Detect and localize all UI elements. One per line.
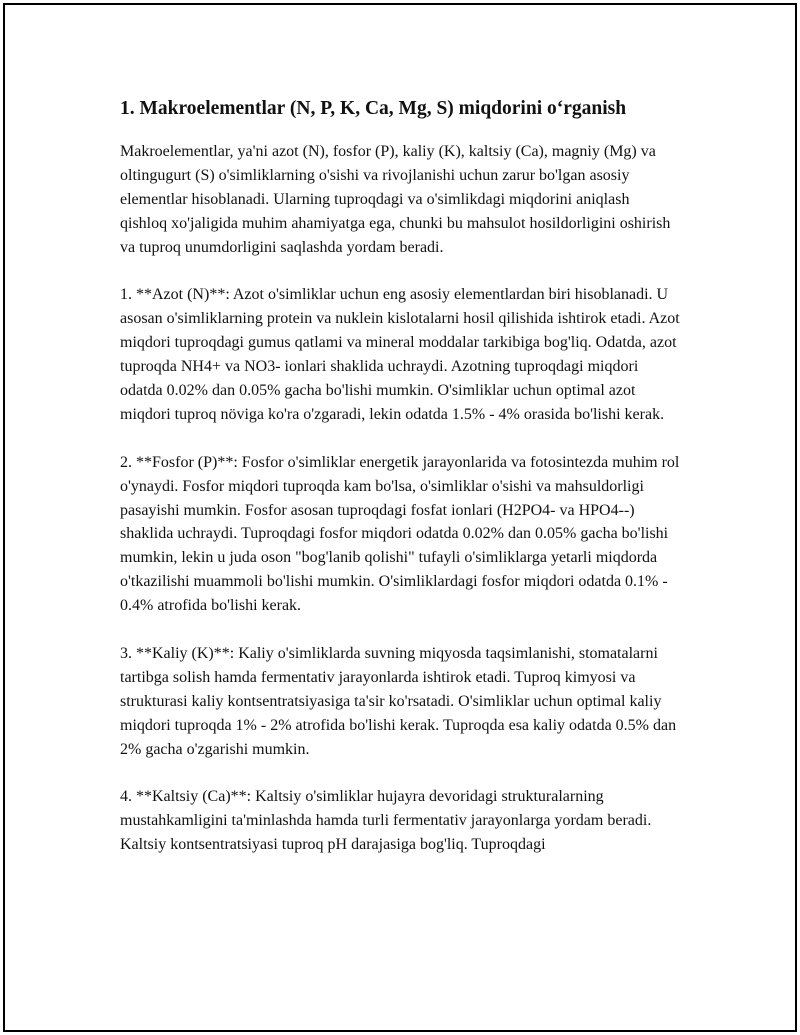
section-heading: 1. Makroelementlar (N, P, K, Ca, Mg, S) miqdorini oʻrganish [120,98,627,119]
phosphorus-paragraph: 2. **Fosfor (P)**: Fosfor o'simliklar energetik jarayonlarida va fotosintezda muhim rol o'ynaydi. Fosfor miqdori tuproqda kam bo'lsa, o'simliklar o'sishi va mahsuldorligi pasayishi mumkin. Fosfor asosan tuproqdagi fosfat ionlari (H2PO4- va HPO4--) shaklida uchraydi. Tuproqdagi fosfor miqdori odatda 0.02% dan 0.05% gacha bo'lishi mumkin, lekin u juda oson "bog'lanib qolishi" tufayli o'simliklarga yetarli miqdorda o'tkazilishi muammoli bo'lishi mumkin. O'simliklardagi fosfor miqdori odatda 0.1% - 0.4% atrofida bo'lishi kerak. [120,453,680,615]
document-body [120,94,680,857]
document-page [3,3,797,1032]
intro-paragraph: Makroelementlar, ya'ni azot (N), fosfor (P), kaliy (K), kaltsiy (Ca), magniy (Mg) va oltingugurt (S) o'simliklarning o'sishi va rivojlanishi uchun zarur bo'lgan asosiy elementlar hisoblanadi. Ularning tuproqdagi va o'simlikdagi miqdorini aniqlash qishloq xo'jaligida muhim ahamiyatga ega, chunki bu mahsulot hosildorligini oshirish va tuproq unumdorligini saqlashda yordam beradi. [120,143,671,256]
calcium-paragraph: 4. **Kaltsiy (Ca)**: Kaltsiy o'simliklar hujayra devoridagi strukturalarning mustahkamligini ta'minlashda hamda turli fermentativ jarayonlarga yordam beradi. Kaltsiy kontsentratsiyasi tuproq pH darajasiga bog'liq. Tuproqdagi [120,788,652,854]
nitrogen-paragraph: 1. **Azot (N)**: Azot o'simliklar uchun eng asosiy elementlardan biri hisoblanadi. U asosan o'simliklarning protein va nuklein kislotalarni hosil qilishida ishtirok etadi. Azot miqdori tuproqdagi gumus qatlami va mineral moddalar tarkibiga bog'liq. Odatda, azot tuproqda NH4+ va NO3- ionlari shaklida uchraydi. Azotning tuproqdagi miqdori odatda 0.02% dan 0.05% gacha bo'lishi mumkin. O'simliklar uchun optimal azot miqdori tuproq növiga ko'ra o'zgaradi, lekin odatda 1.5% - 4% orasida bo'lishi kerak. [120,286,680,423]
potassium-paragraph: 3. **Kaliy (K)**: Kaliy o'simliklarda suvning miqyosda taqsimlanishi, stomatalarni tartibga solish hamda fermentativ jarayonlarda ishtirok etadi. Tuproq kimyosi va strukturasi kaliy kontsentratsiyasiga ta'sir ko'rsatadi. O'simliklar uchun optimal kaliy miqdori tuproqda 1% - 2% atrofida bo'lishi kerak. Tuproqda esa kaliy odatda 0.5% dan 2% gacha o'zgarishi mumkin. [120,644,677,758]
